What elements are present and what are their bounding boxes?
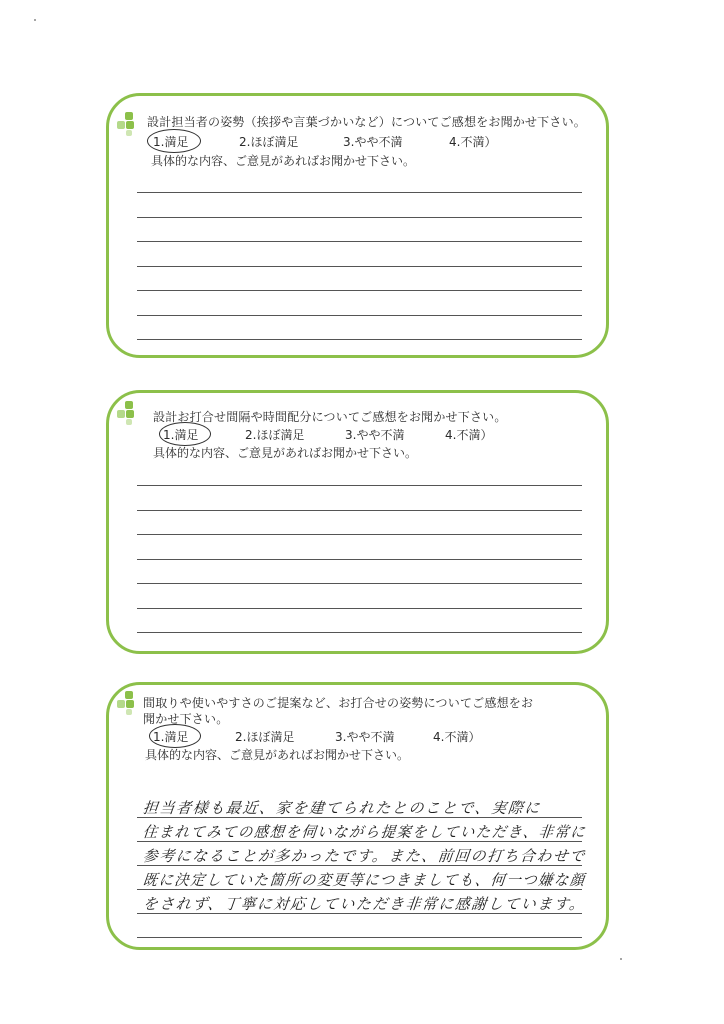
option-somewhat-dissatisfied[interactable]: 3.やや不満 (335, 730, 395, 744)
option-mostly-satisfied[interactable]: 2.ほぼ満足 (245, 428, 305, 442)
survey-card-1 (106, 93, 609, 358)
detail-prompt: 具体的な内容、ご意見があればお聞かせ下さい。 (153, 446, 418, 460)
option-somewhat-dissatisfied[interactable]: 3.やや不満 (343, 135, 403, 149)
answer-line (137, 534, 582, 535)
rating-options (149, 728, 549, 744)
question-text (153, 409, 507, 425)
answer-line (137, 937, 582, 938)
answer-line (137, 632, 582, 633)
survey-card-2 (106, 390, 609, 654)
option-satisfied[interactable]: 1.満足 (163, 428, 199, 442)
option-satisfied[interactable]: 1.満足 (153, 135, 189, 149)
option-mostly-satisfied[interactable]: 2.ほぼ満足 (239, 135, 299, 149)
leaf-logo-icon (117, 112, 139, 134)
survey-card-3 (106, 682, 609, 950)
scan-speck (34, 19, 36, 21)
answer-line (137, 510, 582, 511)
selection-circle-icon (147, 129, 201, 153)
answer-line (137, 266, 582, 267)
answer-line (137, 290, 582, 291)
question-text (147, 114, 586, 130)
leaf-logo-icon (117, 691, 139, 713)
answer-line (137, 583, 582, 584)
option-dissatisfied[interactable]: 4.不満） (433, 730, 481, 744)
question-text (143, 695, 533, 727)
detail-prompt: 具体的な内容、ご意見があればお聞かせ下さい。 (145, 748, 410, 762)
scan-speck (620, 958, 622, 960)
answer-line (137, 485, 582, 486)
option-mostly-satisfied[interactable]: 2.ほぼ満足 (235, 730, 295, 744)
handwritten-answer: 参考になることが多かったです。また、前回の打ち合わせで (142, 847, 587, 865)
detail-prompt: 具体的な内容、ご意見があればお聞かせ下さい。 (151, 154, 416, 168)
handwritten-answer: をされず、丁寧に対応していただき非常に感謝しています。 (142, 895, 587, 913)
answer-line (137, 192, 582, 193)
option-dissatisfied[interactable]: 4.不満） (449, 135, 497, 149)
answer-line (137, 559, 582, 560)
answer-line (137, 339, 582, 340)
question-line: 設計お打合せ間隔や時間配分についてご感想をお聞かせ下さい。 (153, 410, 507, 424)
option-satisfied[interactable]: 1.満足 (153, 730, 189, 744)
question-line: 間取りや使いやすさのご提案など、お打合せの姿勢についてご感想をお (143, 696, 534, 710)
selection-circle-icon (159, 422, 211, 446)
option-dissatisfied[interactable]: 4.不満） (445, 428, 493, 442)
handwritten-answer: 担当者様も最近、家を建てられたとのことで、実際に (142, 799, 543, 817)
option-somewhat-dissatisfied[interactable]: 3.やや不満 (345, 428, 405, 442)
answer-line (137, 315, 582, 316)
rating-options (159, 426, 559, 442)
question-line: 設計担当者の姿勢（挨拶や言葉づかいなど）についてご感想をお聞かせ下さい。 (147, 115, 586, 129)
selection-circle-icon (149, 724, 201, 748)
leaf-logo-icon (117, 401, 139, 423)
handwritten-answer: 住まれてみての感想を伺いながら提案をしていただき、非常に (142, 823, 588, 841)
answer-line (137, 608, 582, 609)
answer-line (137, 241, 582, 242)
handwritten-answer: 既に決定していた箇所の変更等につきましても、何一つ嫌な顔 (142, 871, 587, 889)
rating-options (149, 133, 549, 149)
answer-line (137, 217, 582, 218)
question-line: 聞かせ下さい。 (143, 712, 229, 726)
